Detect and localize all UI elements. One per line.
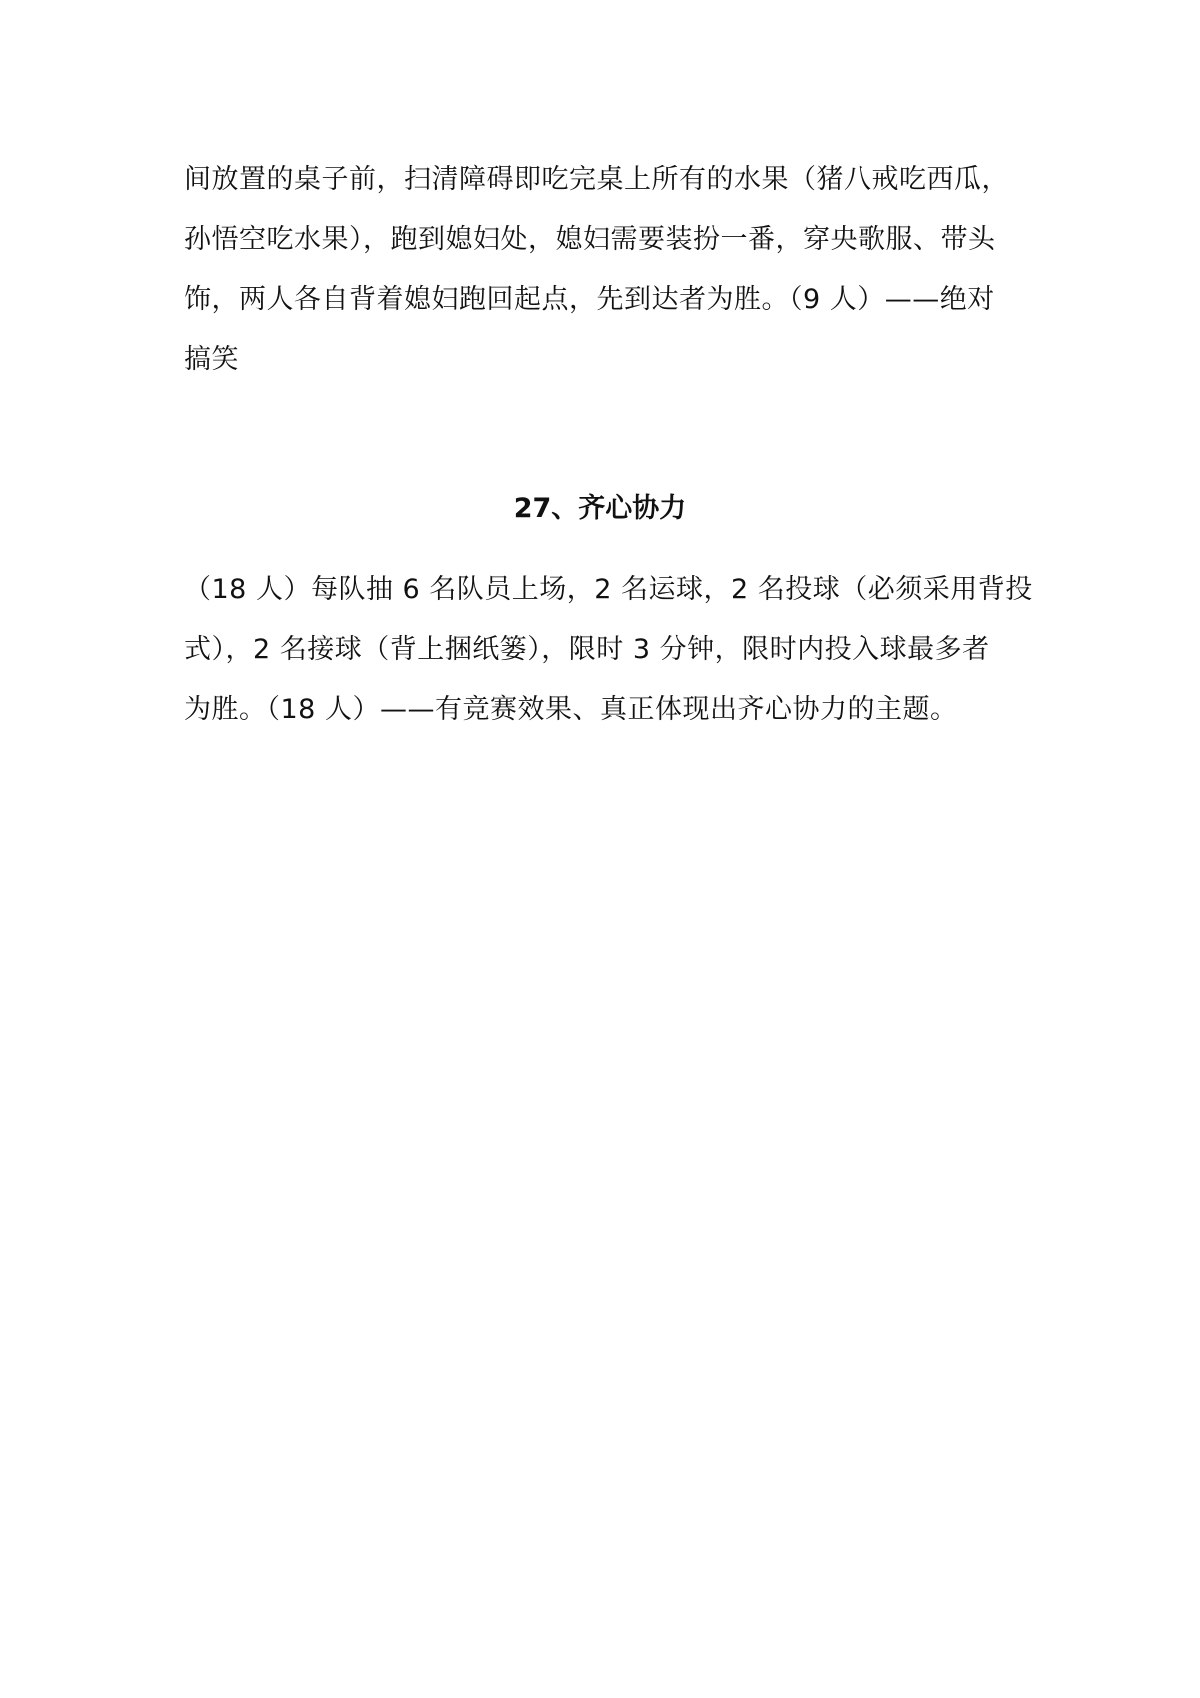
section-heading: 27、齐心协力 — [513, 493, 687, 524]
paragraph-line: 饰，两人各自背着媳妇跑回起点，先到达者为胜。（9 人）——绝对 — [184, 284, 995, 315]
paragraph-line: 间放置的桌子前，扫清障碍即吃完桌上所有的水果（猪八戒吃西瓜， — [184, 164, 1009, 195]
paragraph-line: 搞笑 — [184, 344, 239, 375]
paragraph-line: （18 人）每队抽 6 名队员上场，2 名运球，2 名投球（必须采用背投 — [184, 574, 1033, 605]
paragraph-line: 孙悟空吃水果），跑到媳妇处，媳妇需要装扮一番，穿央歌服、带头 — [184, 224, 996, 255]
paragraph-line: 式），2 名接球（背上捆纸篓），限时 3 分钟，限时内投入球最多者 — [184, 634, 990, 665]
paragraph-line: 为胜。（18 人）——有竞赛效果、真正体现出齐心协力的主题。 — [184, 694, 958, 725]
